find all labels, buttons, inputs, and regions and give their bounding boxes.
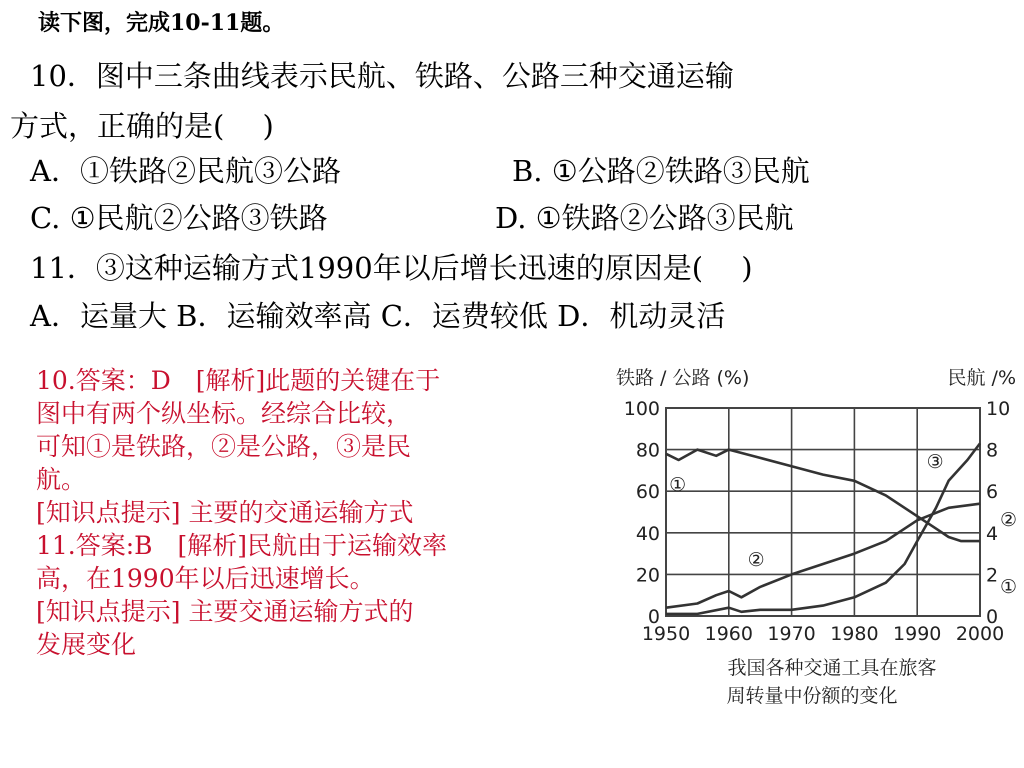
- right-tick-label: 4: [986, 522, 999, 545]
- chart-caption-line2: 周转量中份额的变化: [726, 685, 898, 707]
- intro-text: 读下图，完成10-11题。: [38, 10, 285, 36]
- transport-share-chart: [612, 352, 1022, 732]
- answer-line: 10.答案：D [解析]此题的关键在于: [36, 366, 441, 395]
- right-axis-label: 民航 /%: [947, 367, 1016, 389]
- answer-line: 发展变化: [36, 630, 137, 659]
- right-end-marker: ②: [1000, 509, 1018, 532]
- x-tick-label: 1990: [893, 623, 942, 645]
- left-tick-label: 80: [635, 439, 660, 462]
- answer-line: 高，在1990年以后迅速增长。: [36, 564, 375, 593]
- left-tick-label: 0: [647, 606, 660, 628]
- series-marker-label: ②: [747, 548, 765, 571]
- answer-line: [知识点提示] 主要交通运输方式的: [36, 597, 414, 626]
- x-tick-label: 1960: [704, 623, 753, 645]
- right-end-marker: ①: [1000, 575, 1018, 598]
- q10-option-b: B. ①公路②铁路③民航: [512, 154, 810, 188]
- q11-stem: 11．③这种运输方式1990年以后增长迅速的原因是( ): [30, 251, 753, 285]
- left-tick-label: 100: [623, 398, 660, 420]
- answer-line: 11.答案:B [解析]民航由于运输效率: [36, 531, 448, 560]
- answer-line: [知识点提示] 主要的交通运输方式: [36, 498, 414, 527]
- series-line-2: [666, 504, 980, 608]
- series-marker-label: ①: [669, 473, 687, 496]
- x-tick-label: 1970: [767, 623, 816, 645]
- q11-options: A．运量大 B．运输效率高 C．运费较低 D．机动灵活: [30, 299, 726, 333]
- right-tick-label: 6: [986, 481, 999, 504]
- left-tick-label: 40: [635, 522, 660, 545]
- chart-svg: [612, 352, 1022, 732]
- answer-line: 航。: [36, 465, 87, 494]
- q10-stem-line2: 方式，正确的是( ): [10, 109, 274, 143]
- q10-option-a: A．①铁路②民航③公路: [30, 154, 341, 188]
- answer-line: 图中有两个纵坐标。经综合比较，: [36, 399, 412, 428]
- left-axis-label: 铁路 / 公路 (%): [616, 367, 750, 389]
- left-tick-label: 20: [635, 564, 660, 587]
- right-tick-label: 10: [986, 398, 1011, 420]
- q10-option-d: D. ①铁路②公路③民航: [495, 201, 794, 235]
- x-tick-label: 1980: [830, 623, 879, 645]
- right-tick-label: 8: [986, 439, 999, 462]
- answer-block: [36, 364, 586, 661]
- x-tick-label: 1950: [641, 623, 691, 645]
- series-marker-label: ③: [926, 451, 944, 473]
- left-tick-label: 60: [635, 481, 660, 504]
- x-tick-label: 2000: [955, 623, 1005, 645]
- q10-stem-line1: 10．图中三条曲线表示民航、铁路、公路三种交通运输: [30, 59, 734, 93]
- chart-caption-line1: 我国各种交通工具在旅客: [727, 657, 937, 679]
- right-tick-label: 0: [986, 606, 999, 628]
- answer-line: 可知①是铁路，②是公路，③是民: [36, 432, 412, 461]
- q10-option-c: C. ①民航②公路③铁路: [30, 201, 328, 235]
- right-tick-label: 2: [986, 564, 999, 587]
